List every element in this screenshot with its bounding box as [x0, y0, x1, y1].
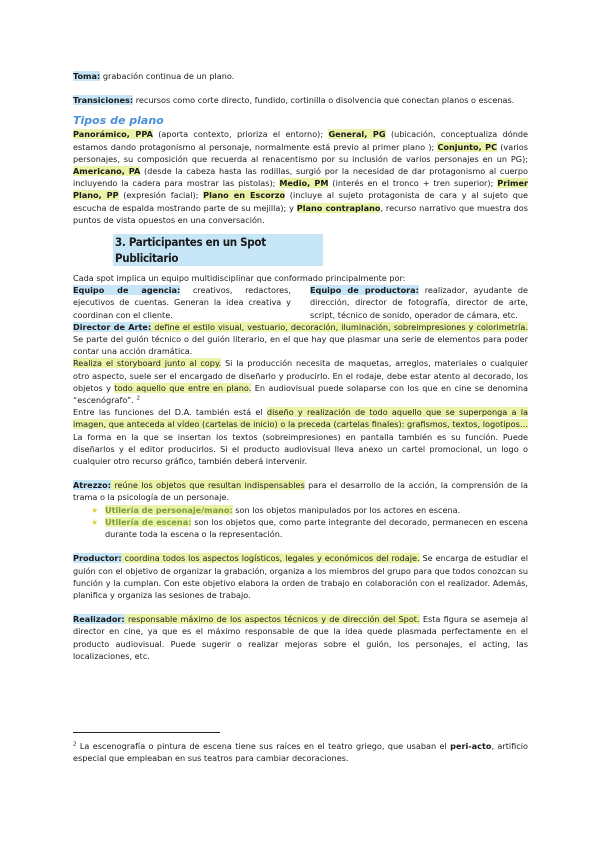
- footnote-divider: [73, 732, 220, 733]
- footnote-text: , artificio especial que empleaban en sus teatros para cambiar decoraciones.: [73, 741, 528, 763]
- highlight: coordina todos los aspectos logísticos, legales y económicos del rodaje.: [121, 553, 420, 564]
- section-title: 3. Participantes en un Spot Publicitario: [113, 234, 323, 266]
- highlight: diseño y realización de todo aquello que se superponga a la imagen, que anteceda al vídeo (cartelas de inicio) o la preceda (cartelas finales): grafismos, textos, logotipos…: [73, 407, 529, 430]
- plano-text: (expresión facial);: [118, 190, 204, 201]
- footnote: [73, 740, 528, 764]
- productor-term: Productor:: [73, 553, 122, 564]
- plano-text: (varios personajes, su composición que recuerda al renacentismo por su inclusión de varios personajes en un PG);: [73, 141, 529, 164]
- equipos-columns: [73, 284, 528, 321]
- toma-paragraph: [73, 70, 528, 82]
- body-text: Entre las funciones del D.A. también está el: [73, 407, 267, 418]
- section-intro: Cada spot implica un equipo multidisciplinar que conformado principalmente por:: [73, 273, 406, 284]
- list-item-term: Utilería de escena:: [105, 516, 192, 527]
- plano-panoramico: Panorámico, PPA: [73, 129, 153, 140]
- toma-term: Toma:: [73, 71, 101, 81]
- footnote-text: La escenografía o pintura de escena tiene sus raíces en el teatro griego, que usaban el: [76, 741, 451, 751]
- funciones-paragraph: [73, 406, 528, 467]
- equipo-agencia: [73, 284, 291, 321]
- plano-contraplano: Plano contraplano: [296, 202, 381, 213]
- highlight: define el estilo visual, vestuario, decoración, iluminación, sobreimpresiones y colorimetría.: [151, 321, 528, 332]
- body-text: En audiovisual puede solaparse con los que en cine se denomina “escenógrafo”.: [73, 382, 528, 406]
- plano-text: (incluye al sujeto protagonista de cara y al sujeto que escucha de espalda mostrando parte de su mejilla); y: [73, 190, 528, 213]
- body-text: La forma en la que se insertan los textos (sobreimpresiones) en pantalla también es su función. Puede diseñarlos y el editor producirlos. Si el producto audiovisual lleva anexo un cartel promocional, un logo o cualquier otro recurso gráfico, también deberá intervenir.: [73, 431, 528, 467]
- tipos-plano-paragraph: [73, 128, 528, 226]
- equipo-productora-term: Equipo de productora:: [310, 285, 419, 296]
- transiciones-term: Transiciones:: [73, 95, 134, 106]
- list-item: [91, 516, 528, 540]
- atrezzo-paragraph: [73, 479, 528, 503]
- primer-plano: Primer Plano, PP: [73, 178, 528, 201]
- atrezzo-term: Atrezzo:: [73, 480, 111, 491]
- plano-general: General, PG: [328, 129, 386, 140]
- plano-americano: Americano, PA: [73, 166, 141, 177]
- toma-text: grabación continua de un plano.: [100, 71, 235, 81]
- storyboard-paragraph: [73, 357, 528, 406]
- plano-text: (aporta contexto, prioriza el entorno);: [152, 129, 329, 140]
- tipos-plano-heading: Tipos de plano: [73, 114, 164, 128]
- utileria-list: [73, 504, 528, 541]
- plano-text: , recurso narrativo que muestra dos puntos de vista opuestos en una conversación.: [73, 202, 528, 225]
- list-item-text: son los objetos que, como parte integrante del decorado, permanecen en escena durante toda la escena o la representación.: [105, 516, 528, 540]
- highlight: Realiza el storyboard junto al copy.: [73, 358, 222, 369]
- plano-conjunto: Conjunto, PC: [437, 141, 498, 152]
- equipo-agencia-text: creativos, redactores, ejecutivos de cuentas. Generan la idea creativa y coordinan con el cliente.: [73, 285, 291, 320]
- plano-text: (interés en el tronco + tren superior);: [328, 178, 498, 189]
- body-text: Esta figura se asemeja al director en cine, ya que es el máximo responsable de que la idea quede plasmada perfectamente en el producto audiovisual. Puede sugerir o realizar mejoras sobre el guión, los personajes, el acting, las localizaciones, etc.: [73, 614, 528, 661]
- plano-medio: Medio, PM: [279, 178, 329, 189]
- body-text: Si la producción necesita de maquetas, arreglos, materiales o cualquier otro aspecto, suele ser el encargado de diseñarlo y producirlo. En el rodaje, debe estar atento al decorado, los objetos y: [73, 358, 528, 393]
- director-arte-paragraph: [73, 321, 528, 358]
- footnote-ref[interactable]: 2: [136, 395, 140, 402]
- realizador-paragraph: [73, 613, 528, 662]
- highlight: todo aquello que entre en plano.: [114, 382, 252, 393]
- transiciones-text: recursos como corte directo, fundido, cortinilla o disolvencia que conectan planos o escenas.: [133, 95, 515, 106]
- transiciones-paragraph: [73, 94, 528, 106]
- list-item-text: son los objetos manipulados por los actores en escena.: [232, 504, 461, 515]
- equipo-productora: [310, 284, 528, 321]
- list-item-term: Utilería de personaje/mano:: [105, 504, 233, 515]
- director-arte-term: Director de Arte:: [73, 321, 152, 332]
- list-item: [91, 504, 528, 516]
- plano-escorzo: Plano en Escorzo: [203, 190, 286, 201]
- plano-text: (desde la cabeza hasta las rodillas, surgió por la necesidad de dar protagonismo al cuerpo incluyendo la cadera para mostrar las pistolas);: [73, 166, 528, 189]
- body-text: para el desarrollo de la acción, la comprensión de la trama o la psicología de un personaje.: [73, 480, 528, 503]
- body-text: Se encarga de estudiar el guión con el objetivo de organizar la grabación, organiza a los miembros del grupo para que todos conozcan su función y la cumplan. Con este objetivo elabora la orden de trabajo en colaboración con el realizador. Además, planifica y organiza las sesiones de trabajo.: [73, 553, 528, 600]
- document-page: [73, 70, 528, 662]
- star-icon: ★: [91, 516, 99, 527]
- equipo-productora-text: realizador, ayudante de dirección, director de fotografía, director de arte, script, técnico de sonido, operador de cámara, etc.: [310, 285, 528, 320]
- highlight: reúne los objetos que resultan indispensables: [110, 480, 305, 491]
- equipo-agencia-term: Equipo de agencia:: [73, 285, 181, 296]
- body-text: Se parte del guión técnico o del guión literario, en el que hay que plasmar una serie de elementos para poder contar una acción dramática.: [73, 334, 528, 357]
- star-icon: ★: [91, 504, 99, 515]
- footnote-number: 2: [73, 741, 77, 748]
- plano-text: (ubicación, conceptualiza dónde estamos dando protagonismo al personaje, normalmente está previo al primer plano );: [73, 129, 529, 152]
- productor-paragraph: [73, 552, 528, 601]
- realizador-term: Realizador:: [73, 614, 125, 625]
- footnote-bold: peri-acto: [450, 741, 492, 751]
- highlight: responsable máximo de los aspectos técnicos y de dirección del Spot.: [124, 614, 420, 625]
